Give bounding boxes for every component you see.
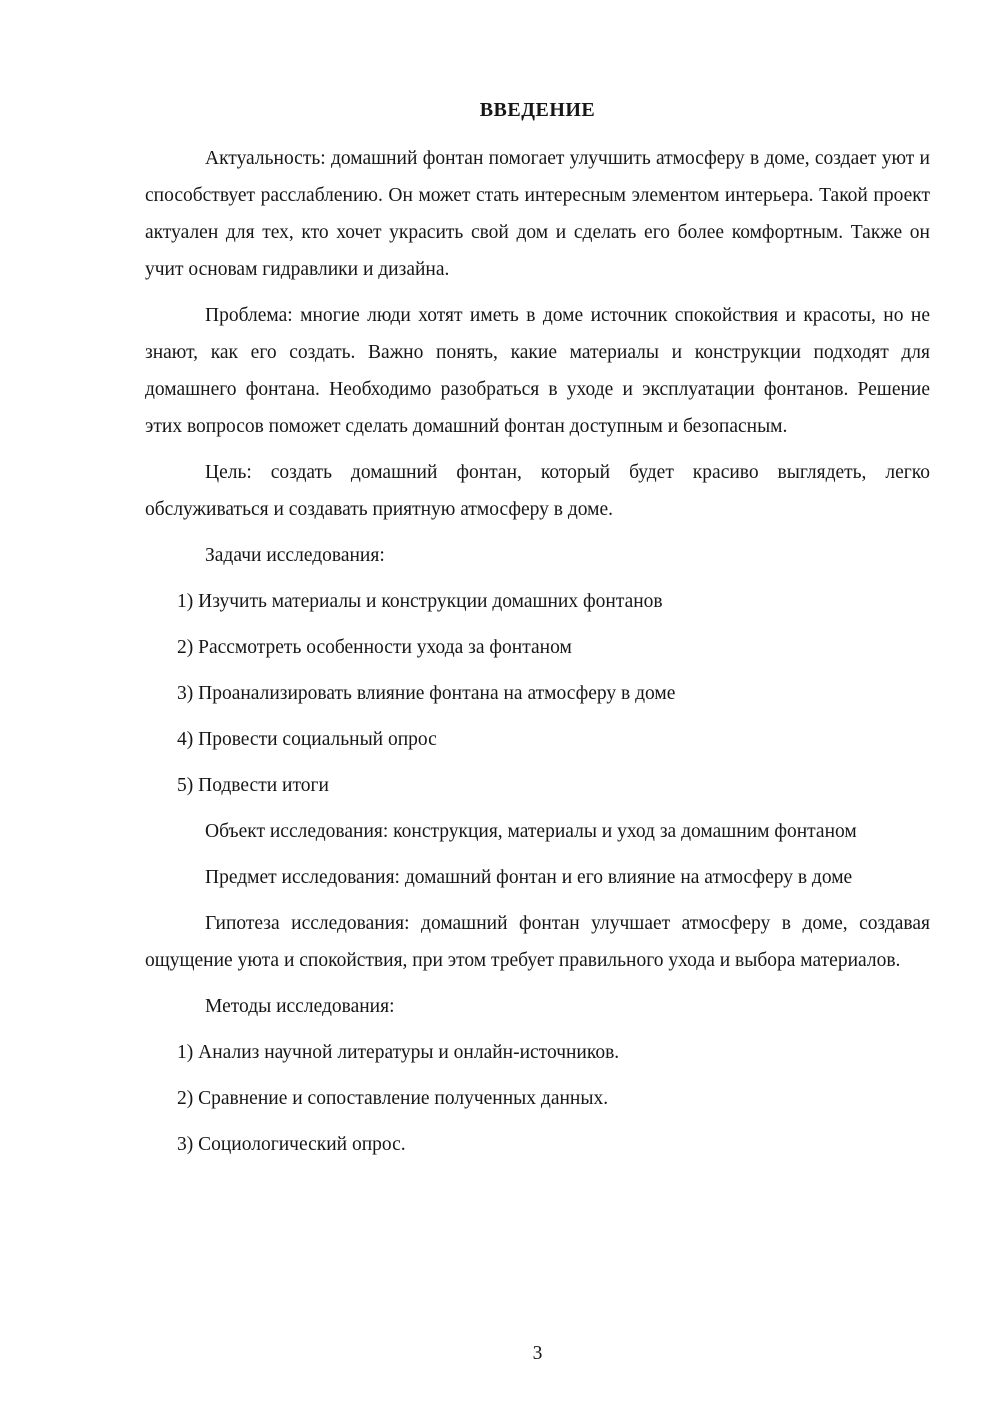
list-item: 4) Провести социальный опрос [177, 729, 437, 750]
list-item: 3) Проанализировать влияние фонтана на атмосферу в доме [177, 683, 676, 704]
list-item: 5) Подвести итоги [177, 775, 329, 796]
paragraph: Цель: создать домашний фонтан, который будет красиво выглядеть, легко обслуживаться и создавать приятную атмосферу в доме. [145, 462, 930, 520]
list-item: 3) Социологический опрос. [177, 1134, 406, 1155]
paragraph: Методы исследования: [205, 996, 395, 1017]
list-item: 2) Сравнение и сопоставление полученных данных. [177, 1088, 609, 1109]
document-title: ВВЕДЕНИЕ [479, 99, 596, 121]
paragraph: Объект исследования: конструкция, материалы и уход за домашним фонтаном [205, 821, 857, 842]
document-content [145, 140, 930, 1163]
list-item: 2) Рассмотреть особенности ухода за фонтаном [177, 637, 572, 658]
paragraph: Предмет исследования: домашний фонтан и его влияние на атмосферу в доме [205, 867, 853, 888]
page-number: 3 [532, 1343, 543, 1364]
paragraph: Актуальность: домашний фонтан помогает улучшить атмосферу в доме, создает уют и способствует расслаблению. Он может стать интересным элементом интерьера. Такой проект актуален для тех, кто хочет украсить свой дом и сделать его более комфортным. Также он учит основам гидравлики и дизайна. [145, 148, 930, 280]
paragraph: Гипотеза исследования: домашний фонтан улучшает атмосферу в доме, создавая ощущение уюта и спокойствия, при этом требует правильного ухода и выбора материалов. [145, 913, 930, 971]
list-item: 1) Анализ научной литературы и онлайн-источников. [177, 1042, 620, 1063]
paragraph: Проблема: многие люди хотят иметь в доме источник спокойствия и красоты, но не знают, как его создать. Важно понять, какие материалы и конструкции подходят для домашнего фонтана. Необходимо разобраться в уходе и эксплуатации фонтанов. Решение этих вопросов поможет сделать домашний фонтан доступным и безопасным. [145, 305, 930, 437]
list-item: 1) Изучить материалы и конструкции домашних фонтанов [177, 591, 663, 612]
paragraph: Задачи исследования: [205, 545, 385, 566]
